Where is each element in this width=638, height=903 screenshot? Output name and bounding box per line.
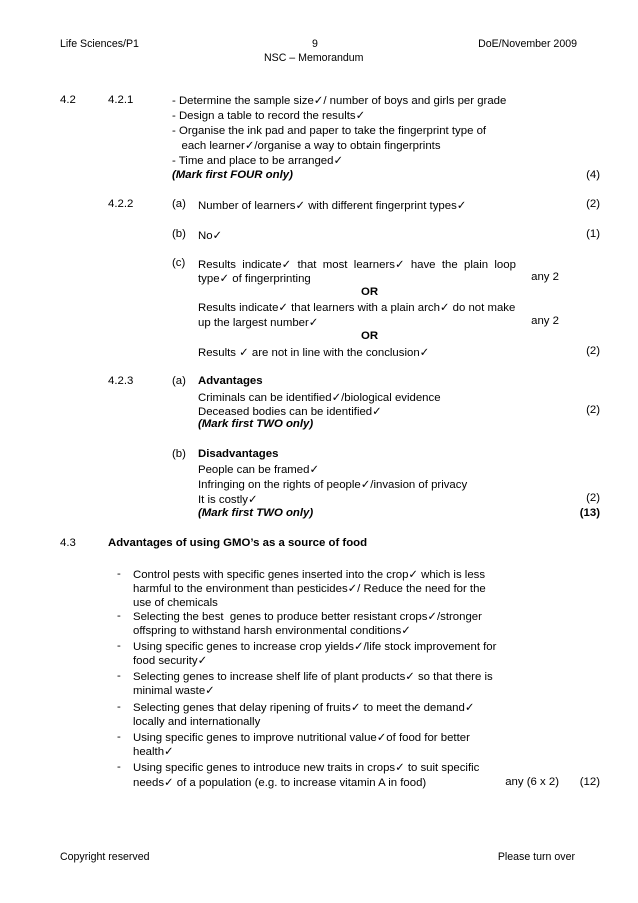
list-item-line: offspring to withstand harsh environmental conditions✓ [133,625,411,637]
page-number: 9 [312,38,318,50]
answer-text: No✓ [198,230,223,242]
answer-line: - Determine the sample size✓/ number of boys and girls per grade [172,95,507,107]
answer-line: - Time and place to be arranged✓ [172,155,344,167]
marks: (1) [586,228,600,240]
list-item-line: Using specific genes to improve nutritional value✓of food for better [133,732,470,744]
answer-line: - Design a table to record the results✓ [172,110,366,122]
question-number-4-3: 4.3 [60,537,76,549]
list-item-line: Control pests with specific genes inserted into the crop✓ which is less [133,569,486,581]
header-left: Life Sciences/P1 [60,38,139,50]
sub-label-a: (a) [172,375,186,387]
marks: (2) [586,492,600,504]
sub-label-c: (c) [172,257,186,269]
list-dash: - [117,610,121,622]
disadvantages-heading: Disadvantages [198,448,279,460]
mark-note: (Mark first FOUR only) [172,169,293,181]
answer-text: Number of learners✓ with different fingerprint types✓ [198,200,467,212]
any-marks: any 2 [531,271,559,283]
answer-text: Results indicate✓ that learners with a plain arch✓ do not make [198,302,516,314]
answer-line: It is costly✓ [198,494,258,506]
marks: (2) [586,404,600,416]
answer-line: each learner✓/organise a way to obtain fingerprints [172,140,441,152]
list-item-line: Using specific genes to introduce new traits in crops✓ to suit specific [133,762,480,774]
list-item-line: minimal waste✓ [133,685,215,697]
list-dash: - [117,670,121,682]
answer-text: type✓ of fingerprinting [198,273,311,285]
list-dash: - [117,640,121,652]
answer-line: Deceased bodies can be identified✓ [198,406,382,418]
answer-line: Infringing on the rights of people✓/invasion of privacy [198,479,468,491]
or-separator: OR [361,286,379,298]
answer-text: up the largest number✓ [198,317,319,329]
list-dash: - [117,568,121,580]
sub-label-b: (b) [172,448,186,460]
section-total: (13) [579,507,600,519]
advantages-heading: Advantages [198,375,263,387]
list-item-line: harmful to the environment than pesticides✓/ Reduce the need for the [133,583,486,595]
sub-label-a: (a) [172,198,186,210]
sub-label-b: (b) [172,228,186,240]
list-item-line: locally and internationally [133,716,261,728]
question-number-4-2-3: 4.2.3 [108,375,134,387]
answer-line: - Organise the ink pad and paper to take the fingerprint type of [172,125,487,137]
answer-text: Results ✓ are not in line with the conclusion✓ [198,347,430,359]
any-marks: any (6 x 2) [505,776,559,788]
footer-right: Please turn over [497,851,575,863]
marks: (4) [586,169,600,181]
or-separator: OR [361,330,379,342]
answer-line: Criminals can be identified✓/biological evidence [198,392,441,404]
footer-left: Copyright reserved [60,851,150,863]
list-dash: - [117,731,121,743]
list-item-line: food security✓ [133,655,208,667]
header-right: DoE/November 2009 [478,38,577,50]
list-item-line: health✓ [133,746,174,758]
question-number-4-2: 4.2 [60,94,76,106]
question-number-4-2-2: 4.2.2 [108,198,134,210]
answer-text: Results indicate✓ that most learners✓ have the plain loop [198,259,516,271]
list-item-line: Selecting the best genes to produce better resistant crops✓/stronger [133,611,482,623]
marks: (2) [586,345,600,357]
mark-note: (Mark first TWO only) [198,507,314,519]
section-title: Advantages of using GMO’s as a source of food [108,537,368,549]
list-item-line: needs✓ of a population (e.g. to increase vitamin A in food) [133,777,427,789]
list-dash: - [117,761,121,773]
header-subtitle: NSC – Memorandum [264,52,364,64]
marks: (2) [586,198,600,210]
question-number-4-2-1: 4.2.1 [108,94,134,106]
marks: (12) [579,776,600,788]
list-item-line: Using specific genes to increase crop yields✓/life stock improvement for [133,641,497,653]
list-item-line: Selecting genes that delay ripening of fruits✓ to meet the demand✓ [133,702,475,714]
answer-line: People can be framed✓ [198,464,319,476]
any-marks: any 2 [531,315,559,327]
list-dash: - [117,701,121,713]
list-item-line: use of chemicals [133,597,218,609]
list-item-line: Selecting genes to increase shelf life of plant products✓ so that there is [133,671,493,683]
mark-note: (Mark first TWO only) [198,418,314,430]
